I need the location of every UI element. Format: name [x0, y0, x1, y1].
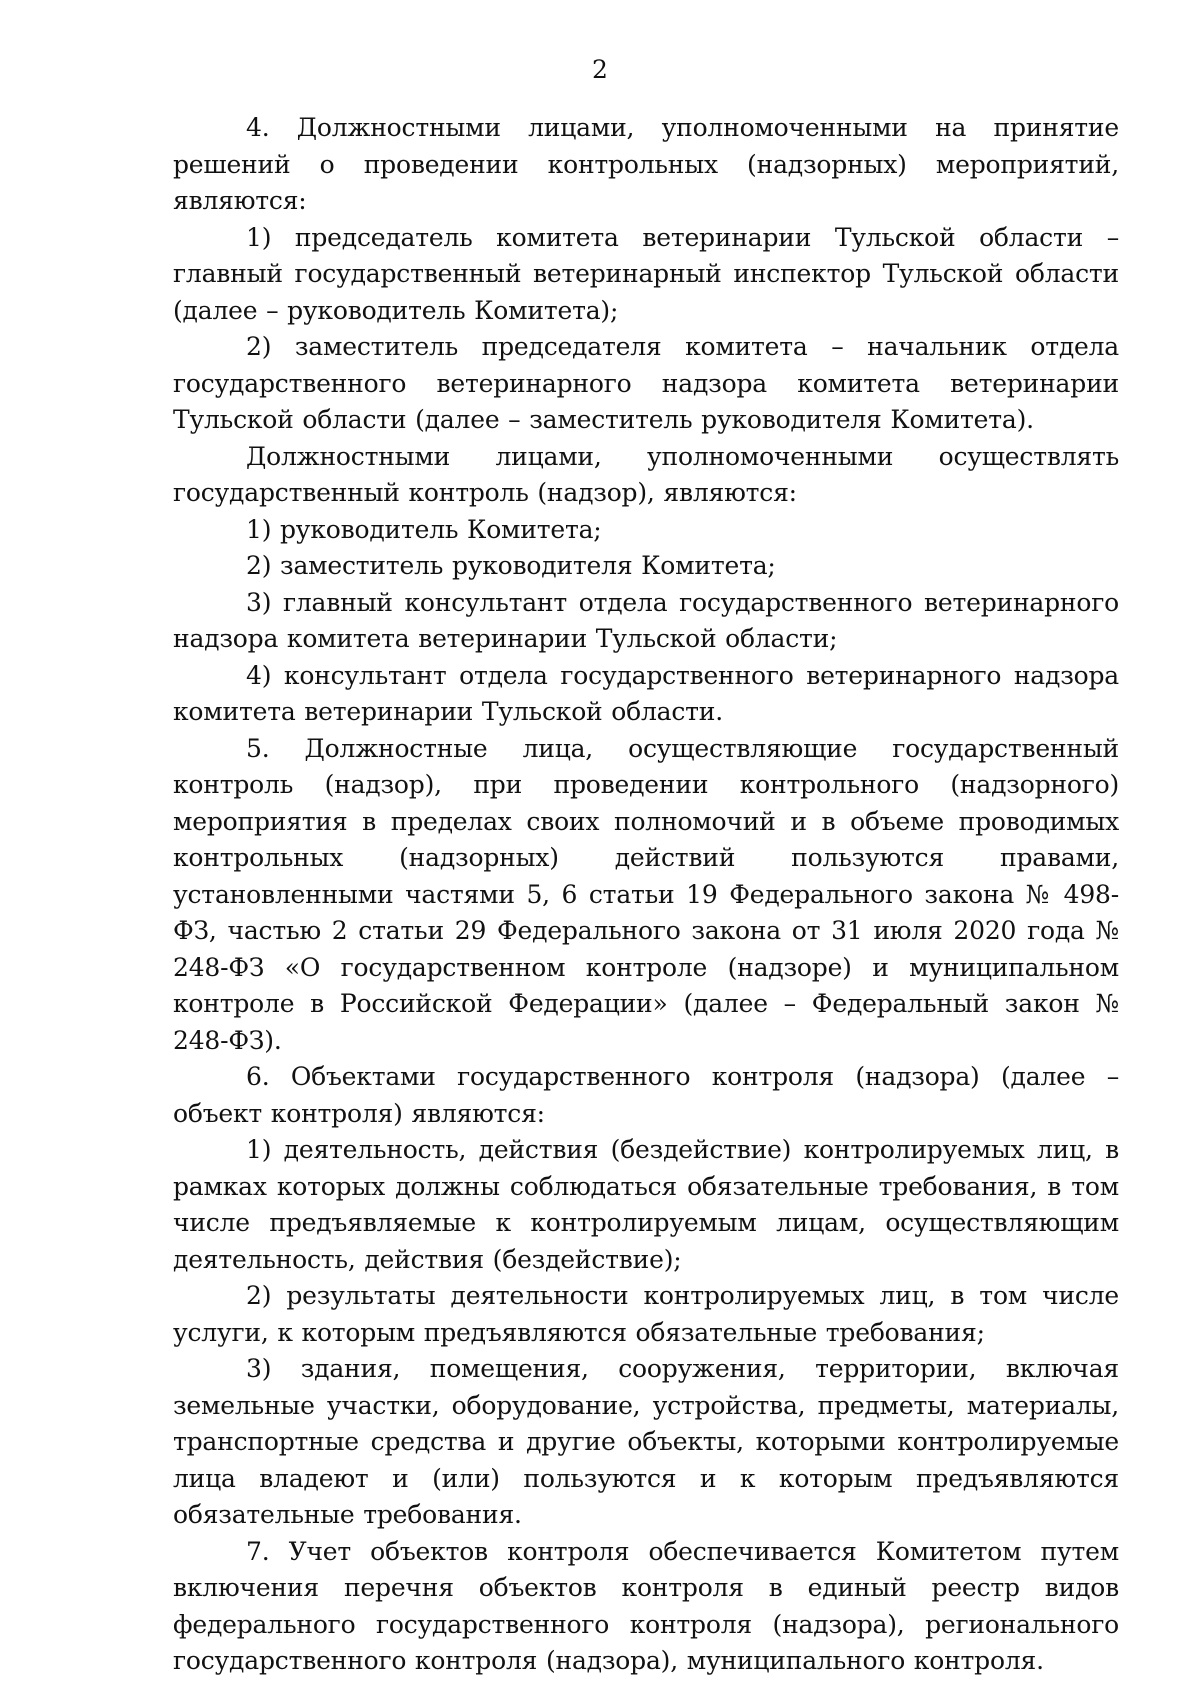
paragraph-control-official-2: 2) заместитель руководителя Комитета;	[246, 551, 776, 580]
paragraph-control-object-2: 2) результаты деятельности контролируемых лиц, в том числе услуги, к которым предъявляются обязательные требования;	[173, 1281, 1119, 1347]
paragraph-control-official-3: 3) главный консультант отдела государственного ветеринарного надзора комитета ветеринарии Тульской области;	[173, 587, 1119, 653]
paragraph-decision-official-2: 2) заместитель председателя комитета – начальник отдела государственного ветеринарного надзора комитета ветеринарии Тульской области (далее – заместитель руководителя Комитета).	[173, 332, 1119, 434]
paragraph-control-official-4: 4) консультант отдела государственного ветеринарного надзора комитета ветеринарии Тульской области.	[173, 660, 1119, 726]
paragraph-decision-official-1: 1) председатель комитета ветеринарии Тульской области – главный государственный ветеринарный инспектор Тульской области (далее – руководитель Комитета);	[173, 222, 1119, 325]
document-body	[173, 110, 1119, 1680]
paragraph-item-5: 5. Должностные лица, осуществляющие государственный контроль (надзор), при проведении контрольного (надзорного) мероприятия в пределах своих полномочий и в объеме проводимых контрольных (надзорных) действий пользуются правами, установленными частями 5, 6 статьи 19 Федерального закона № 498-ФЗ, частью 2 статьи 29 Федерального закона от 31 июля 2020 года № 248-ФЗ «О государственном контроле (надзоре) и муниципальном контроле в Российской Федерации» (далее – Федеральный закон № 248-ФЗ).	[173, 733, 1119, 1055]
paragraph-item-4-intro: 4. Должностными лицами, уполномоченными на принятие решений о проведении контрольных (надзорных) мероприятий, являются:	[173, 113, 1119, 215]
page-number: 2	[592, 55, 608, 84]
paragraph-control-officials-intro: Должностными лицами, уполномоченными осуществлять государственный контроль (надзор), являются:	[173, 441, 1119, 507]
paragraph-control-official-1: 1) руководитель Комитета;	[246, 514, 602, 544]
paragraph-control-object-1: 1) деятельность, действия (бездействие) контролируемых лиц, в рамках которых должны соблюдаться обязательные требования, в том числе предъявляемые к контролируемым лицам, осуществляющим деятельность, действия (бездействие);	[173, 1135, 1119, 1274]
paragraph-item-6-intro: 6. Объектами государственного контроля (надзора) (далее – объект контроля) являются:	[173, 1062, 1119, 1128]
paragraph-item-7: 7. Учет объектов контроля обеспечивается Комитетом путем включения перечня объектов контроля в единый реестр видов федерального государственного контроля (надзора), регионального государственного контроля (надзора), муниципального контроля.	[173, 1536, 1119, 1675]
paragraph-control-object-3: 3) здания, помещения, сооружения, территории, включая земельные участки, оборудование, устройства, предметы, материалы, транспортные средства и другие объекты, которыми контролируемые лица владеют и (или) пользуются и к которым предъявляются обязательные требования.	[173, 1354, 1119, 1529]
